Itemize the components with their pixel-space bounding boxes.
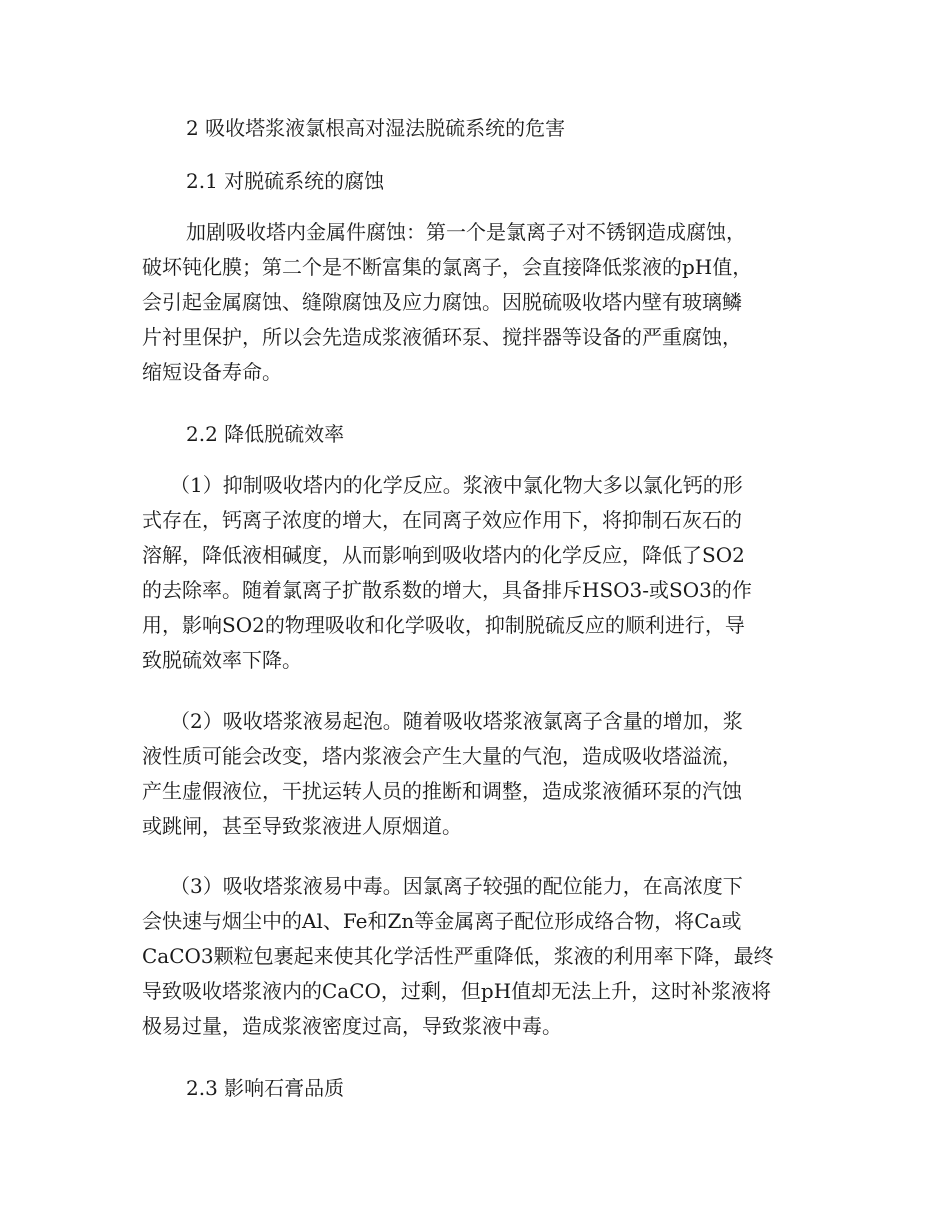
paragraph-line: 导致吸收塔浆液内的CaCO，过剩，但pH值却无法上升，这时补浆液将 <box>142 979 772 1003</box>
paragraph-line: 产生虚假液位，干扰运转人员的推断和调整，造成浆液循环泵的汽蚀 <box>142 779 742 803</box>
paragraph-line: 会快速与烟尘中的Al、Fe和Zn等金属离子配位形成络合物，将Ca或 <box>142 909 742 933</box>
paragraph-line: 或跳闸，甚至导致浆液进人原烟道。 <box>142 814 462 838</box>
paragraph-line: 溶解，降低液相碱度，从而影响到吸收塔内的化学反应，降低了SO2 <box>142 543 745 567</box>
paragraph-line: 极易过量，造成浆液密度过高，导致浆液中毒。 <box>142 1014 562 1038</box>
paragraph-line: （1）抑制吸收塔内的化学反应。浆液中氯化物大多以氯化钙的形 <box>170 473 743 497</box>
paragraph-line: 致脱硫效率下降。 <box>142 648 302 672</box>
paragraph-line: CaCO3颗粒包裹起来使其化学活性严重降低，浆液的利用率下降，最终 <box>142 944 774 968</box>
paragraph-line: 液性质可能会改变，塔内浆液会产生大量的气泡，造成吸收塔溢流， <box>142 744 742 768</box>
paragraph-line: 破坏钝化膜；第二个是不断富集的氯离子，会直接降低浆液的pH值， <box>142 255 753 279</box>
paragraph-line: （3）吸收塔浆液易中毒。因氯离子较强的配位能力，在高浓度下 <box>170 874 743 898</box>
section-heading-2-1: 2.1 对脱硫系统的腐蚀 <box>186 169 385 193</box>
paragraph-line: 会引起金属腐蚀、缝隙腐蚀及应力腐蚀。因脱硫吸收塔内壁有玻璃鳞 <box>142 290 742 314</box>
main-heading: 2 吸收塔浆液氯根高对湿法脱硫系统的危害 <box>186 116 566 140</box>
section-heading-2-2: 2.2 降低脱硫效率 <box>186 422 345 446</box>
paragraph-line: 式存在，钙离子浓度的增大，在同离子效应作用下，将抑制石灰石的 <box>142 508 742 532</box>
section-heading-2-3: 2.3 影响石膏品质 <box>186 1076 345 1100</box>
paragraph-line: 片衬里保护，所以会先造成浆液循环泵、搅拌器等设备的严重腐蚀， <box>142 325 742 349</box>
paragraph-line: 缩短设备寿命。 <box>142 360 282 384</box>
paragraph-line: 加剧吸收塔内金属件腐蚀：第一个是氯离子对不锈钢造成腐蚀， <box>186 220 746 244</box>
paragraph-line: 的去除率。随着氯离子扩散系数的增大，具备排斥HSO3-或SO3的作 <box>142 578 752 602</box>
paragraph-line: 用，影响SO2的物理吸收和化学吸收，抑制脱硫反应的顺利进行，导 <box>142 613 745 637</box>
paragraph-line: （2）吸收塔浆液易起泡。随着吸收塔浆液氯离子含量的增加，浆 <box>170 709 743 733</box>
